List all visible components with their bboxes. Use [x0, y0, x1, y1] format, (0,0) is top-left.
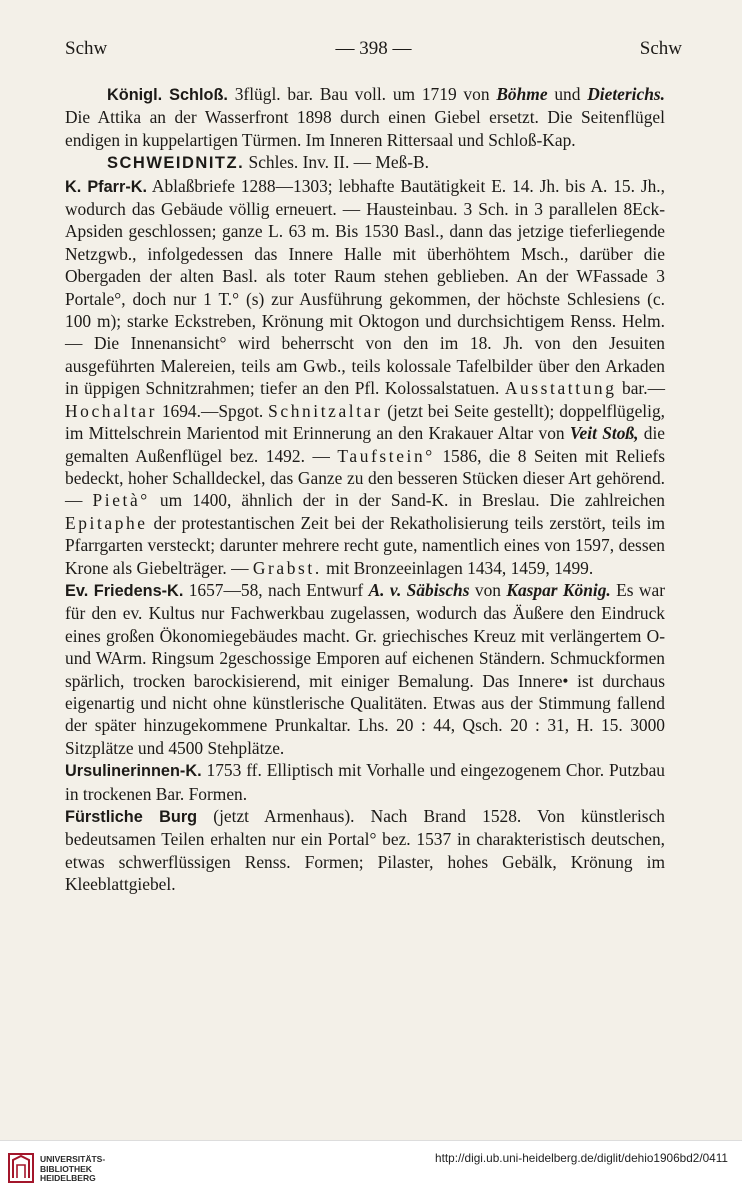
entry-text: von — [469, 579, 507, 600]
entry-lemma: Königl. Schloß. — [107, 86, 228, 104]
spaced-term: Epitaphe — [65, 512, 148, 533]
entry-text: 3flügl. bar. Bau voll. um 1719 von — [227, 84, 497, 104]
city-heading — [65, 151, 665, 174]
spaced-term: Pietà° — [92, 490, 150, 511]
logo-line: BIBLIOTHEK — [40, 1163, 92, 1174]
spaced-term: Ausstattung — [504, 378, 617, 399]
running-head-left: Schw — [65, 38, 108, 59]
entry-text: bar.— — [616, 378, 665, 399]
source-url-link[interactable]: http://digi.ub.uni-heidelberg.de/diglit/dehio1906bd2/0411 — [435, 1151, 728, 1165]
spaced-term: Hochaltar — [65, 400, 157, 421]
entry-text: der protestantischen Zeit bei der Rekatholisierung teils zerstört, teils im Pfarrgarten versteckt; darunter mehrere recht gute, namentlich eines von 1597, dessen Krone als Giebelträger. — — [65, 512, 665, 578]
artist-name: Kaspar König. — [506, 579, 611, 600]
entry-lemma: Ev. Friedens-K. — [65, 581, 184, 600]
spaced-term: Taufstein° — [337, 445, 435, 466]
entry-fuerstliche-burg — [65, 805, 665, 896]
artist-name: A. v. Säbischs — [368, 579, 470, 600]
entry-lemma: K. Pfarr-K. — [65, 177, 148, 196]
entry-text: (jetzt bei Seite gestellt); doppelflügelig, im Mittelschrein Marientod mit Erinnerung an den Krakauer Altar von — [65, 400, 665, 444]
entry-text: Es war für den ev. Kultus nur Fachwerkbau zugelassen, wodurch das Äußere den Eindruck eines großen Ökonomiegebäudes macht. Gr. griechisches Kreuz mit verlängertem O- und WArm. Ringsum 2geschossige Emporen auf eichenen Ständern. Schmuckformen spärlich, trocken barockisierend, mit einiger Bemalung. Das Innere• ist durchaus eigenartig und nicht ohne künstlerische Qualitäten. Etwas aus der Stimmung fallend der später hinzugekommene Prunkaltar. Lhs. 20 : 44, Qsch. 20 : 31, H. 15. 3000 Sitzplätze und 4500 Stehplätze. — [65, 579, 665, 758]
entry-text: die gemalten Außenflügel bez. 1492. — — [65, 423, 665, 466]
entry-pfarr-k — [65, 175, 665, 579]
running-head-right: Schw — [639, 38, 682, 59]
artist-name: Veit Stoß, — [569, 423, 639, 444]
logo-line: UNIVERSITÄTS- — [40, 1154, 106, 1164]
city-name: SCHWEIDNITZ. — [107, 154, 245, 173]
city-sources: Schles. Inv. II. — Meß-B. — [244, 152, 429, 173]
entry-friedens-k — [65, 579, 665, 759]
logo-line: HEIDELBERG — [40, 1173, 96, 1183]
entry-text: um 1400, ähnlich der in der Sand-K. in Breslau. Die zahlreichen — [149, 490, 665, 511]
entry-text: (jetzt Armenhaus). Nach Brand 1528. Von künstlerisch bedeutsamen Teilen erhalten nur ein Portal° bez. 1537 in charakteristisch deutschen, etwas schwerflüssigen Renss. Formen; Pilaster, hohes Gebälk, Krönung im Kleeblattgiebel. — [65, 806, 665, 895]
body-text — [65, 83, 665, 896]
footer-bar — [0, 1140, 742, 1197]
entry-text: und — [547, 84, 588, 104]
library-logo-text — [40, 1155, 105, 1184]
page-number: — 398 — — [335, 38, 412, 59]
library-logo[interactable] — [8, 1149, 158, 1189]
entry-lemma: Ursulinerinnen-K. — [65, 762, 202, 781]
entry-text: 1694.—Spgot. — [156, 400, 269, 421]
entry-lemma: Fürstliche Burg — [65, 808, 198, 826]
entry-text: Ablaßbriefe 1288—1303; lebhafte Bautätigkeit E. 14. Jh. bis A. 15. Jh., wodurch das Gebäude völlig erneuert. — Hausteinbau. 3 Sch. in 3 parallelen 8Eck-Apsiden geschlossen; ganze L. 63 m. Bis 1530 Basl., dann das jetzige tieferliegende Netzgwb., infolgedessen das Innere Halle mit überhöhtem Msch., darüber die Obergaden der alten Basl. als toter Raum stehen geblieben. An der WFassade 3 Portale°, doch nur 1 T.° (s) zur Ausführung gekommen, der höchste Schlesiens (c. 100 m); starke Eckstreben, Krönung mit Oktogon und durchsichtigem Renss. Helm. — Die Innenansicht° wird beherrscht von den im 18. Jh. von den Jesuiten ausgeführten Malereien, teils am Gwb., teils kolossale Tafelbilder über den Arkaden in üppigen Schnitzrahmen; tiefer an den Pfl. Kolossalstatuen. — [65, 175, 665, 399]
artist-name: Böhme — [496, 84, 548, 104]
entry-text: 1657—58, nach Entwurf — [183, 579, 369, 600]
entry-text: mit Bronzeeinlagen 1434, 1459, 1499. — [321, 557, 594, 578]
spaced-term: Grabst. — [252, 557, 322, 578]
library-crest-icon — [8, 1151, 34, 1185]
artist-name: Dieterichs. — [587, 84, 665, 104]
entry-text: 1586, die 8 Seiten mit Reliefs bedeckt, hoher Schalldeckel, das Ganze zu den besseren Stücken dieser Art gehörend. — — [65, 445, 665, 511]
entry-text: Die Attika an der Wasserfront 1898 durch einen Giebel ersetzt. Die Seitenflügel endigen in kuppelartigen Türmen. Im Inneren Rittersaal und Schloß-Kap. — [65, 107, 665, 150]
entry-koenigl-schloss — [65, 83, 665, 151]
entry-ursulinerinnen-k — [65, 759, 665, 805]
running-head — [65, 38, 682, 64]
spaced-term: Schnitzaltar — [268, 400, 383, 421]
entry-text: 1753 ff. Elliptisch mit Vorhalle und eingezogenem Chor. Putzbau in trockenen Bar. Formen. — [65, 760, 665, 804]
